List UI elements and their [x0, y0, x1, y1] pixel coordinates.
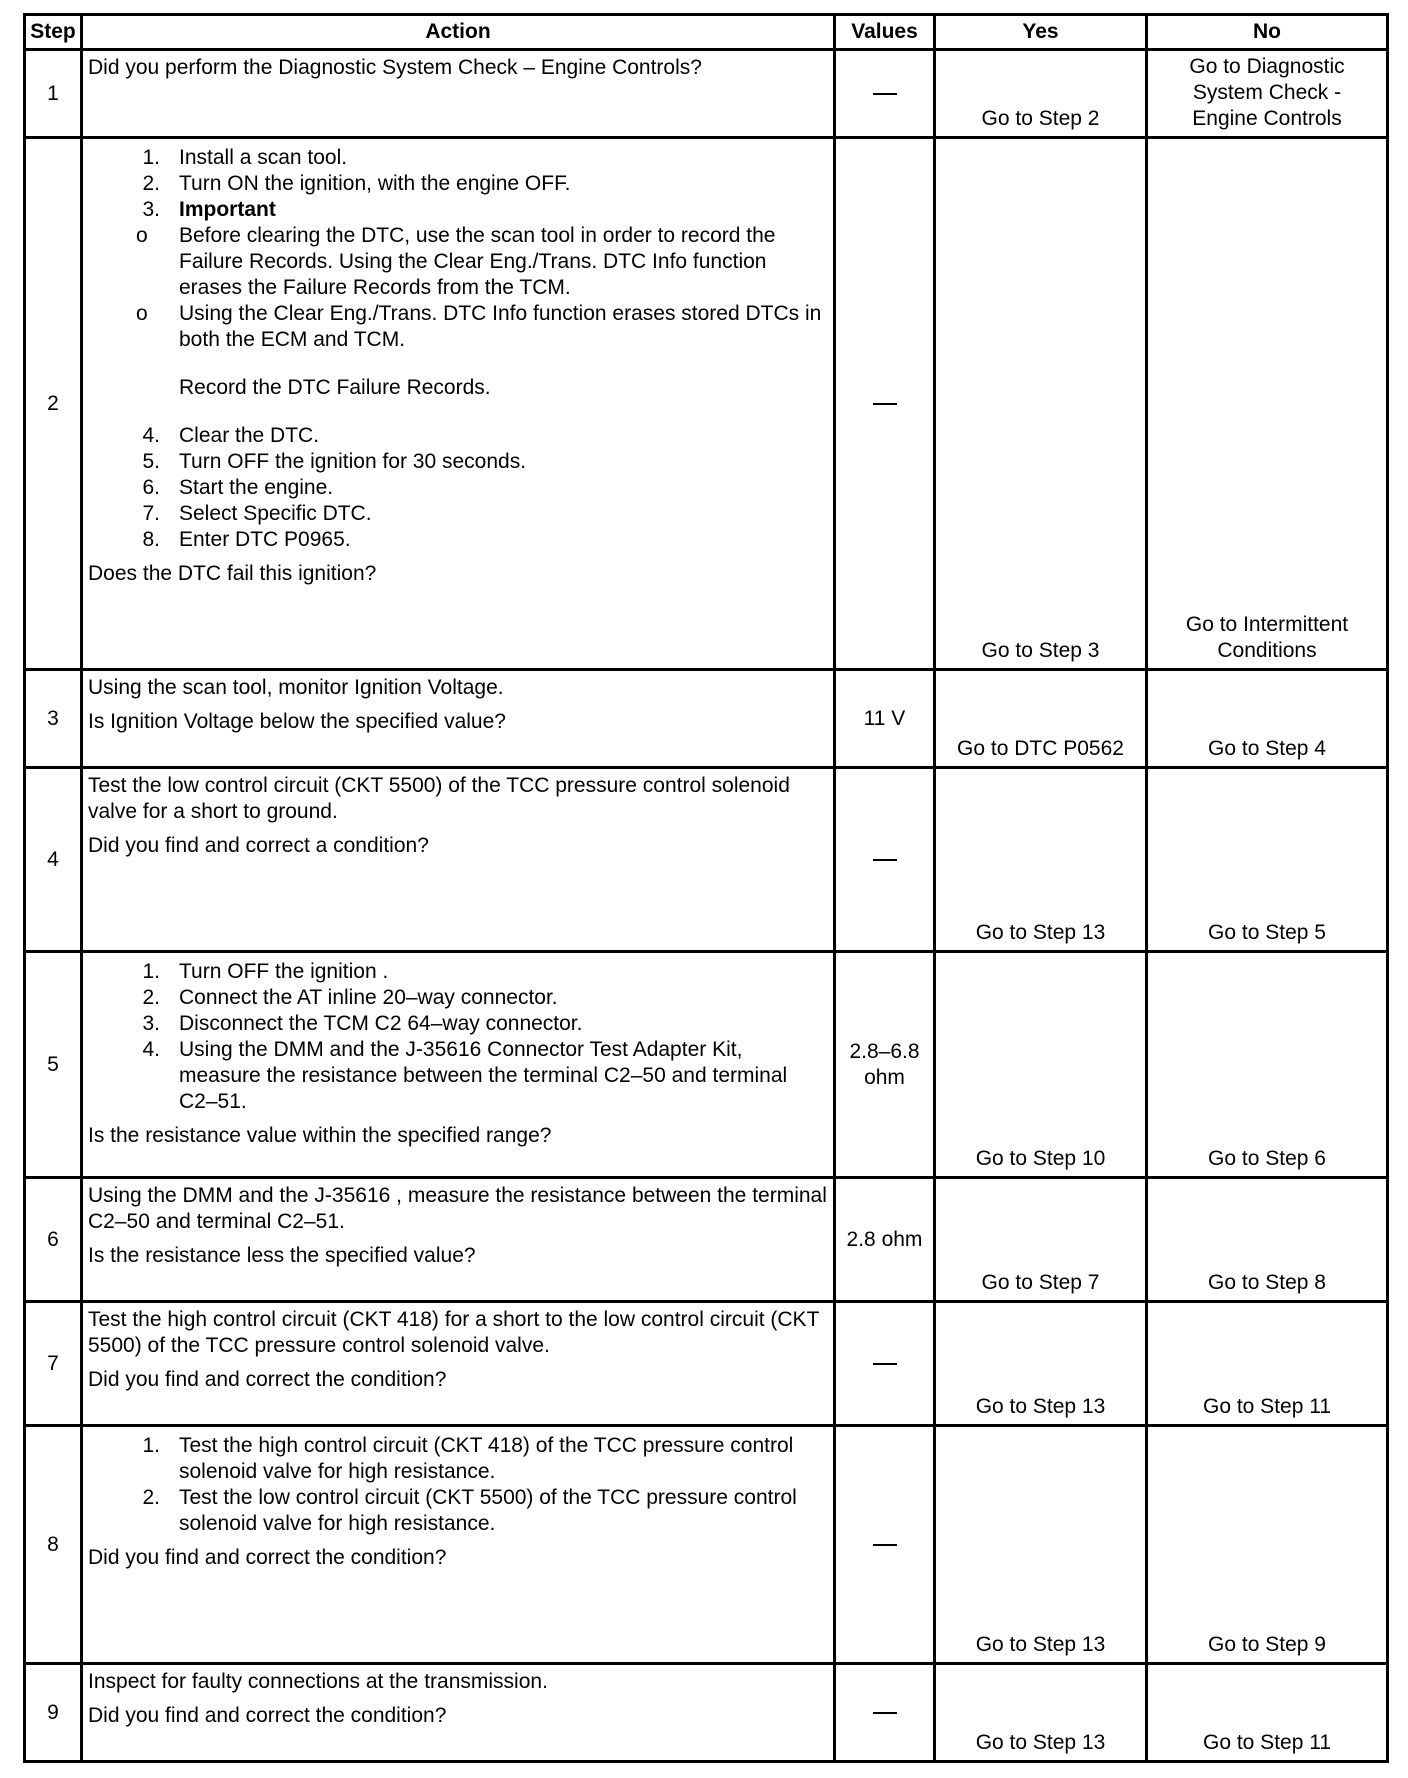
- dash-mark: [873, 403, 897, 405]
- step-number: 9: [25, 1664, 82, 1762]
- action-cell: [82, 138, 835, 670]
- header-step: Step: [25, 15, 82, 50]
- yes-cell: Go to Step 13: [935, 1664, 1147, 1762]
- step-number: 1: [25, 50, 82, 138]
- no-cell: Go to Step 6: [1147, 952, 1388, 1178]
- header-row: [25, 15, 1388, 50]
- step-number: 5: [25, 952, 82, 1178]
- no-cell: Go to Step 4: [1147, 670, 1388, 768]
- list-item: 5. Turn OFF the ignition for 30 seconds.: [142, 450, 527, 473]
- procedure-list: [88, 145, 827, 223]
- action-question: Did you find and correct the condition?: [88, 1704, 447, 1727]
- table-row: [25, 768, 1388, 952]
- step-number: 8: [25, 1426, 82, 1664]
- diagnostic-table: [23, 13, 1389, 1763]
- table-row: [25, 670, 1388, 768]
- action-cell: [82, 50, 835, 138]
- value-cell: [835, 138, 935, 670]
- action-cell: [82, 952, 835, 1178]
- list-item: 2. Connect the AT inline 20–way connector.: [142, 986, 558, 1009]
- action-cell: [82, 1426, 835, 1664]
- important-notes: [88, 223, 827, 353]
- table-row: [25, 138, 1388, 670]
- action-question: Did you perform the Diagnostic System Check – Engine Controls?: [88, 56, 702, 79]
- no-cell: Go to Step 5: [1147, 768, 1388, 952]
- action-instruction: Using the scan tool, monitor Ignition Voltage.: [88, 676, 504, 699]
- action-question: Is the resistance less the specified value?: [88, 1244, 476, 1267]
- yes-cell: Go to Step 10: [935, 952, 1147, 1178]
- action-question: Is Ignition Voltage below the specified value?: [88, 710, 506, 733]
- action-instruction: Using the DMM and the J-35616 , measure the resistance between the terminal C2–50 and terminal C2–51.: [88, 1184, 827, 1233]
- action-instruction: Test the high control circuit (CKT 418) for a short to the low control circuit (CKT 5500) of the TCC pressure control solenoid valve.: [88, 1308, 820, 1357]
- no-cell: Go to Intermittent Conditions: [1147, 138, 1388, 670]
- yes-cell: Go to Step 3: [935, 138, 1147, 670]
- list-item: 4. Using the DMM and the J-35616 Connector Test Adapter Kit, measure the resistance between the terminal C2–50 and terminal C2–51.: [142, 1038, 788, 1113]
- value-cell: [835, 768, 935, 952]
- step-number: 4: [25, 768, 82, 952]
- no-cell: Go to Diagnostic System Check - Engine Controls: [1147, 50, 1388, 138]
- step-number: 3: [25, 670, 82, 768]
- table-row: [25, 1664, 1388, 1762]
- yes-cell: Go to Step 13: [935, 1302, 1147, 1426]
- table-row: [25, 50, 1388, 138]
- yes-cell: Go to DTC P0562: [935, 670, 1147, 768]
- value-cell: [835, 1302, 935, 1426]
- action-question: Did you find and correct a condition?: [88, 834, 429, 857]
- action-cell: [82, 1178, 835, 1302]
- procedure-list: [88, 1433, 827, 1537]
- header-no: No: [1147, 15, 1388, 50]
- value-cell: [835, 1426, 935, 1664]
- yes-cell: Go to Step 7: [935, 1178, 1147, 1302]
- no-cell: Go to Step 11: [1147, 1302, 1388, 1426]
- no-cell: Go to Step 8: [1147, 1178, 1388, 1302]
- record-note: Record the DTC Failure Records.: [179, 376, 491, 399]
- yes-cell: Go to Step 13: [935, 768, 1147, 952]
- list-item: 8. Enter DTC P0965.: [142, 528, 351, 551]
- no-cell: Go to Step 11: [1147, 1664, 1388, 1762]
- action-cell: [82, 768, 835, 952]
- dash-mark: [873, 1544, 897, 1546]
- action-cell: [82, 670, 835, 768]
- no-cell: Go to Step 9: [1147, 1426, 1388, 1664]
- list-item: 3. Disconnect the TCM C2 64–way connector.: [142, 1012, 583, 1035]
- yes-cell: Go to Step 13: [935, 1426, 1147, 1664]
- value-cell: 2.8–6.8 ohm: [835, 952, 935, 1178]
- action-instruction: Inspect for faulty connections at the transmission.: [88, 1670, 548, 1693]
- header-yes: Yes: [935, 15, 1147, 50]
- list-item: 4. Clear the DTC.: [142, 424, 320, 447]
- dash-mark: [873, 859, 897, 861]
- action-question: Did you find and correct the condition?: [88, 1368, 447, 1391]
- list-item: 3. Important: [142, 198, 276, 221]
- step-number: 2: [25, 138, 82, 670]
- action-instruction: Test the low control circuit (CKT 5500) of the TCC pressure control solenoid valve for a short to ground.: [88, 774, 790, 823]
- action-question: Is the resistance value within the specified range?: [88, 1124, 552, 1147]
- dash-mark: [873, 1363, 897, 1365]
- list-item: o Using the Clear Eng./Trans. DTC Info function erases stored DTCs in both the ECM and TCM.: [136, 302, 822, 351]
- table-row: [25, 1302, 1388, 1426]
- step-number: 6: [25, 1178, 82, 1302]
- step-number: 7: [25, 1302, 82, 1426]
- list-item: 2. Turn ON the ignition, with the engine OFF.: [142, 172, 571, 195]
- value-cell: [835, 50, 935, 138]
- table-row: [25, 952, 1388, 1178]
- table-row: [25, 1178, 1388, 1302]
- action-question: Did you find and correct the condition?: [88, 1546, 447, 1569]
- list-item: 7. Select Specific DTC.: [142, 502, 372, 525]
- value-cell: 2.8 ohm: [835, 1178, 935, 1302]
- list-item: 2. Test the low control circuit (CKT 5500) of the TCC pressure control solenoid valve for high resistance.: [142, 1486, 797, 1535]
- dash-mark: [873, 1712, 897, 1714]
- procedure-list: [88, 423, 827, 553]
- table-row: [25, 1426, 1388, 1664]
- action-cell: [82, 1664, 835, 1762]
- list-item: 1. Install a scan tool.: [142, 146, 348, 169]
- action-cell: [82, 1302, 835, 1426]
- list-item: o Before clearing the DTC, use the scan tool in order to record the Failure Records. Using the Clear Eng./Trans. DTC Info function erases the Failure Records from the TCM.: [136, 224, 776, 299]
- header-action: Action: [82, 15, 835, 50]
- value-cell: [835, 1664, 935, 1762]
- action-question: Does the DTC fail this ignition?: [88, 562, 377, 585]
- procedure-list: [88, 959, 827, 1115]
- yes-cell: Go to Step 2: [935, 50, 1147, 138]
- value-cell: 11 V: [835, 670, 935, 768]
- list-item: 1. Test the high control circuit (CKT 418) of the TCC pressure control solenoid valve for high resistance.: [142, 1434, 794, 1483]
- list-item: 1. Turn OFF the ignition .: [142, 960, 389, 983]
- header-values: Values: [835, 15, 935, 50]
- dash-mark: [873, 93, 897, 95]
- list-item: 6. Start the engine.: [142, 476, 334, 499]
